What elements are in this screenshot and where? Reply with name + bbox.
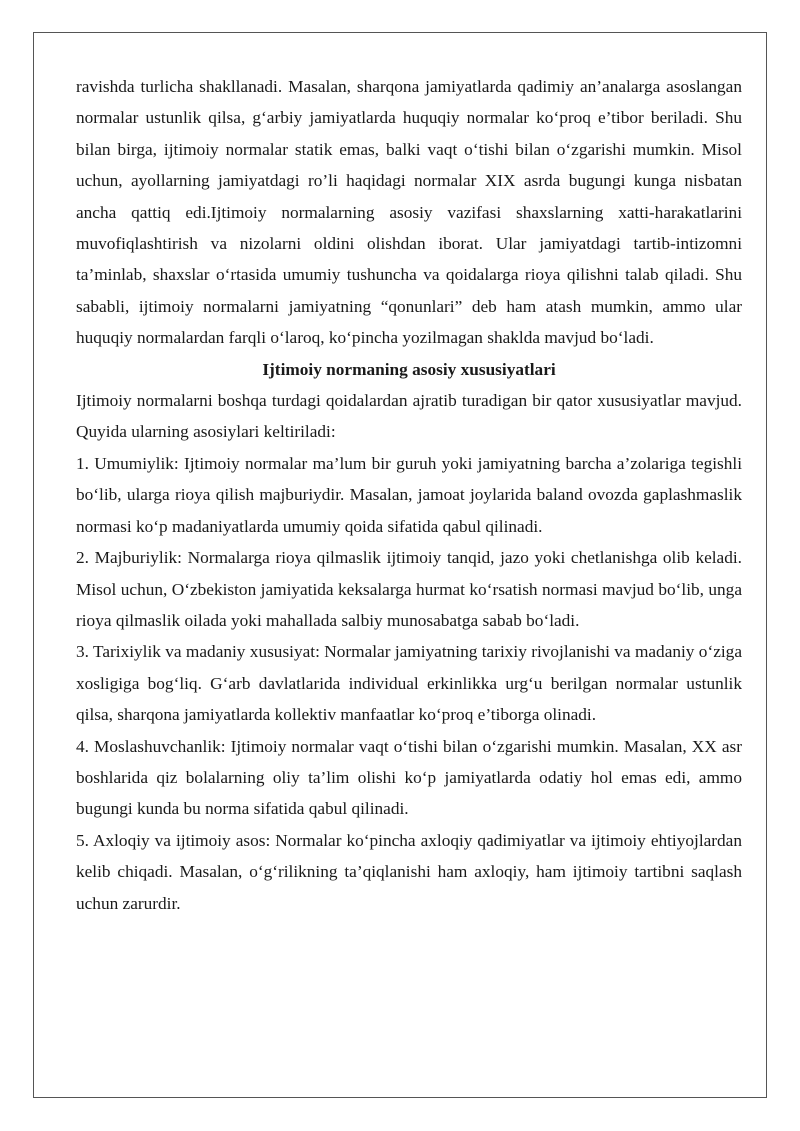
lead-paragraph: Ijtimoiy normalarni boshqa turdagi qoidalardan ajratib turadigan bir qator xususiyatlar mavjud. Quyida ularning asosiylari keltiriladi: <box>76 391 742 442</box>
list-item-umumiylik: 1. Umumiylik: Ijtimoiy normalar ma’lum bir guruh yoki jamiyatning barcha a’zolariga tegishli bo‘lib, ularga rioya qilish majburiydir. Masalan, jamoat joylarida baland ovozda gaplashmaslik normasi ko‘p madaniyatlarda umumiy qoida sifatida qabul qilinadi. <box>76 453 742 536</box>
list-item-majburiylik: 2. Majburiylik: Normalarga rioya qilmaslik ijtimoiy tanqid, jazo yoki chetlanishga olib keladi. Misol uchun, O‘zbekiston jamiyatida keksalarga hurmat ko‘rsatish normasi mavjud bo‘lib, unga rioya qilmaslik oilada yoki mahallada salbiy munosabatga sabab bo‘ladi. <box>76 548 742 630</box>
list-item-tarixiylik: 3. Tarixiylik va madaniy xususiyat: Normalar jamiyatning tarixiy rivojlanishi va madaniy o‘ziga xosligiga bog‘liq. G‘arb davlatlarida individual erkinlikka urg‘u berilgan normalar ustunlik qilsa, sharqona jamiyatlarda kollektiv manfaatlar ko‘proq e’tiborga olinadi. <box>76 642 742 725</box>
section-heading: Ijtimoiy normaning asosiy xususiyatlari <box>262 359 556 379</box>
intro-paragraph: ravishda turlicha shakllanadi. Masalan, sharqona jamiyatlarda qadimiy an’analarga asoslangan normalar ustunlik qilsa, g‘arbiy jamiyatlarda huquqiy normalar ko‘proq e’tibor beriladi. Shu bilan birga, ijtimoiy normalar statik emas, balki vaqt o‘tishi bilan o‘zgarishi mumkin. Misol uchun, ayollarning jamiyatdagi ro’li haqidagi normalar XIX asrda bugungi kunga nisbatan ancha qattiq edi.Ijtimoiy normalarning asosiy vazifasi shaxslarning xatti-harakatlarini muvofiqlashtirish va nizolarni oldini olishdan iborat. Ular jamiyatdagi tartib-intizomni ta’minlab, shaxslar o‘rtasida umumiy tushuncha va qoidalarga rioya qilishni talab qiladi. Shu sababli, ijtimoiy normalarni jamiyatning “qonunlari” deb ham atash mumkin, ammo ular huquqiy normalardan farqli o‘laroq, ko‘pincha yozilmagan shaklda mavjud bo‘ladi. <box>76 77 742 348</box>
list-item-axloqiy-asos: 5. Axloqiy va ijtimoiy asos: Normalar ko‘pincha axloqiy qadimiyatlar va ijtimoiy ehtiyojlardan kelib chiqadi. Masalan, o‘g‘rilikning ta’qiqlanishi ham axloqiy, ham ijtimoiy tartibni saqlash uchun zarurdir. <box>76 830 742 913</box>
list-item-moslashuvchanlik: 4. Moslashuvchanlik: Ijtimoiy normalar vaqt o‘tishi bilan o‘zgarishi mumkin. Masalan, XX asr boshlarida qiz bolalarning oliy ta’lim olishi ko‘p jamiyatlarda odatiy hol emas edi, ammo bugungi kunda bu norma sifatida qabul qilinadi. <box>76 736 742 819</box>
document-body <box>76 71 742 919</box>
